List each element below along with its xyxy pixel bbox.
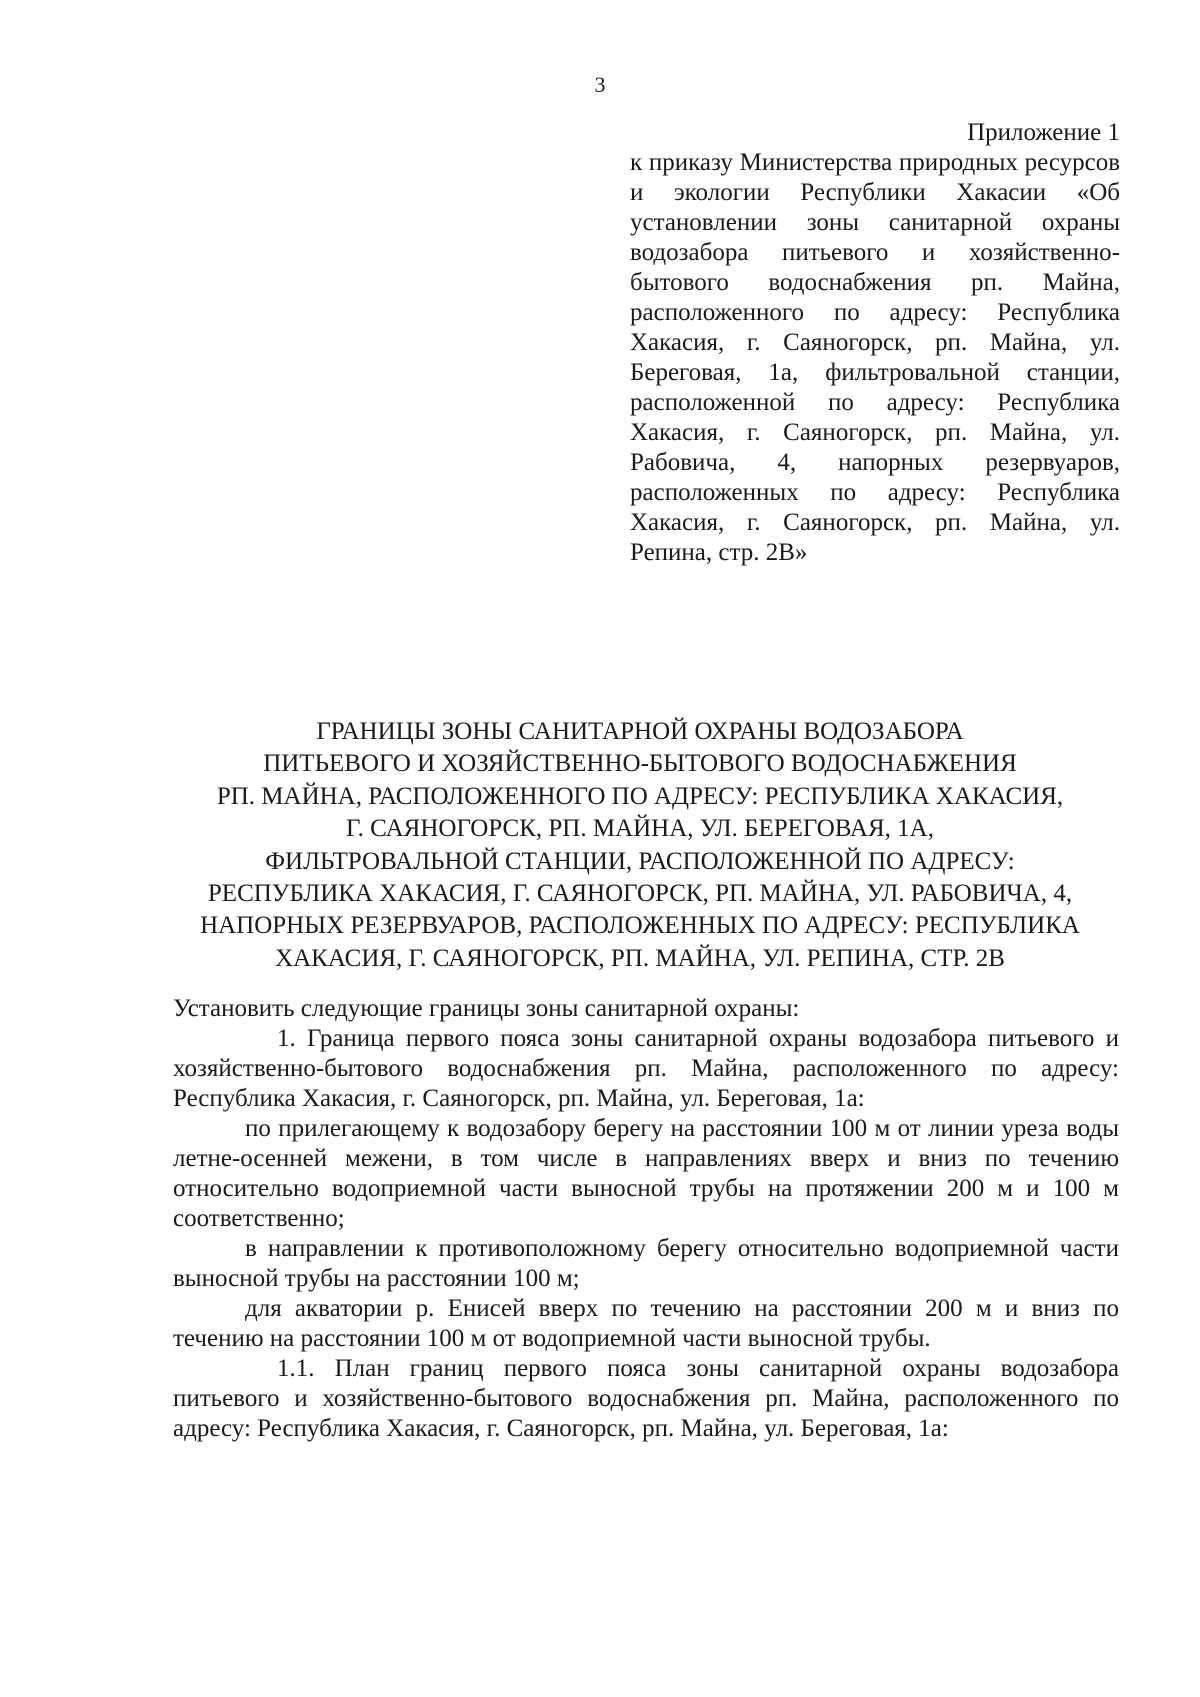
appendix-reference: к приказу Министерства природных ресурсов и экологии Республики Хакасии «Об установлении зоны санитарной охраны водозабора питьевого и хозяйственно-бытового водоснабжения рп. Майна, расположенного по адресу: Республика Хакасия, г. Саяногорск, рп. Майна, ул. Береговая, 1а, фильтровальной станции, расположенной по адресу: Республика Хакасия, г. Саяногорск, рп. Майна, ул. Рабовича, 4, напорных резервуаров, расположенных по адресу: Республика Хакасия, г. Саяногорск, рп. Майна, ул. Репина, стр. 2В» <box>630 149 1120 566</box>
title-line: НАПОРНЫХ РЕЗЕРВУАРОВ, РАСПОЛОЖЕННЫХ ПО АДРЕСУ: РЕСПУБЛИКА <box>200 912 1080 940</box>
opposite-shore-paragraph: в направлении к противоположному берегу относительно водоприемной части выносной трубы на расстоянии 100 м; <box>173 1235 1119 1292</box>
shore-boundary-paragraph: по прилегающему к водозабору берегу на расстоянии 100 м от линии уреза воды летне-осенней межени, в том числе в направлениях вверх и вниз по течению относительно водоприемной части выносной трубы на протяжении 200 м и 100 м соответственно; <box>173 1115 1119 1232</box>
appendix-block <box>630 118 1120 568</box>
title-line: ГРАНИЦЫ ЗОНЫ САНИТАРНОЙ ОХРАНЫ ВОДОЗАБОРА <box>316 718 964 745</box>
page-number: 3 <box>594 72 606 97</box>
water-area-paragraph: для акватории р. Енисей вверх по течению на расстоянии 200 м и вниз по течению на расстоянии 100 м от водоприемной части выносной трубы. <box>173 1295 1119 1352</box>
appendix-label: Приложение 1 <box>967 119 1120 146</box>
item-1-1-paragraph: 1.1. План границ первого пояса зоны санитарной охраны водозабора питьевого и хозяйственно-бытового водоснабжения рп. Майна, расположенного по адресу: Республика Хакасия, г. Саяногорск, рп. Майна, ул. Береговая, 1а: <box>173 1355 1119 1442</box>
title-line: ПИТЬЕВОГО И ХОЗЯЙСТВЕННО-БЫТОВОГО ВОДОСНАБЖЕНИЯ <box>263 750 1017 778</box>
document-title <box>170 716 1110 975</box>
title-line: ФИЛЬТРОВАЛЬНОЙ СТАНЦИИ, РАСПОЛОЖЕННОЙ ПО АДРЕСУ: <box>265 847 1015 875</box>
title-line: Г. САЯНОГОРСК, РП. МАЙНА, УЛ. БЕРЕГОВАЯ, 1А, <box>346 815 934 843</box>
title-line: РП. МАЙНА, РАСПОЛОЖЕННОГО ПО АДРЕСУ: РЕСПУБЛИКА ХАКАСИЯ, <box>216 782 1064 810</box>
title-line: РЕСПУБЛИКА ХАКАСИЯ, Г. САЯНОГОРСК, РП. МАЙНА, УЛ. РАБОВИЧА, 4, <box>207 880 1073 908</box>
intro-paragraph: Установить следующие границы зоны санитарной охраны: <box>173 995 800 1022</box>
item-1-paragraph: 1. Граница первого пояса зоны санитарной охраны водозабора питьевого и хозяйственно-бытового водоснабжения рп. Майна, расположенного по адресу: Республика Хакасия, г. Саяногорск, рп. Майна, ул. Береговая, 1а: <box>173 1025 1119 1112</box>
title-line: ХАКАСИЯ, Г. САЯНОГОРСК, РП. МАЙНА, УЛ. РЕПИНА, СТР. 2В <box>275 944 1005 972</box>
document-body <box>173 994 1119 1444</box>
